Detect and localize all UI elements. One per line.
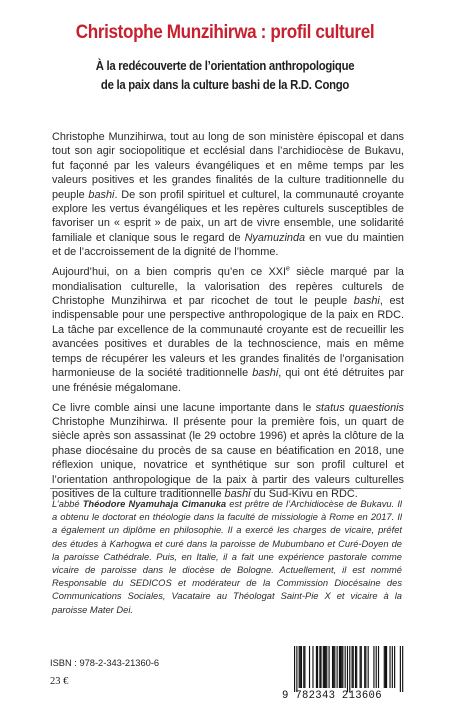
author-name: Théodore Nyamuhaja Cimanuka bbox=[82, 499, 227, 509]
barcode-bar bbox=[337, 646, 338, 688]
italic-term: bashi bbox=[252, 367, 279, 380]
barcode-bar bbox=[341, 646, 342, 688]
text-run: siècle marqué par la mondialisation culturelle, la valorisation des repères culturels de Christophe Munzihirwa et par ricochet de tout le peuple bbox=[52, 266, 404, 308]
barcode-bar bbox=[386, 646, 387, 688]
barcode-bar bbox=[339, 646, 340, 688]
text-run: Christophe Munzihirwa. Il présente pour la première fois, un quart de siècle après son assassinat (le 29 octobre 1996) et après la clôture de la phase diocésaine du procès de sa cause en béatification en 2018, une réflexion unique, novatrice et synthétique sur son profil culturel et l’orientation anthropologique de la paix à partir des valeurs culturelles positives de la culture traditionnelle bbox=[52, 415, 404, 500]
text-run: Christophe Munzihirwa, tout au long de son ministère épiscopal et dans tout son agir sociopolitique et ecclésial dans l’archidiocèse de Bukavu, fut façonné par les valeurs évangéliques et en même temps par les valeurs positives et les grandes finalités de la culture traditionnelle du peuple bbox=[52, 131, 404, 201]
barcode-bar bbox=[340, 646, 341, 688]
text-run: , est indispensable pour une perspective anthropologique de la paix en RDC. La tâche par excellence de la communauté croyante est de recueillir les avancées positives et durables de la technoscience, mais en même temps de récupérer les valeurs et les grandes finalités de l’organisation harmonieuse de la société traditionnelle bbox=[52, 295, 404, 380]
barcode-bar bbox=[376, 646, 377, 688]
barcode-bar bbox=[364, 646, 365, 688]
text-run: , qui ont été détruites par une frénésie mégalomane. bbox=[52, 367, 404, 394]
barcode-bar bbox=[301, 646, 302, 688]
barcode-bar bbox=[347, 646, 348, 692]
barcode-bar bbox=[378, 646, 379, 688]
barcode-bar bbox=[333, 646, 334, 688]
italic-term: bashi bbox=[88, 188, 115, 201]
barcode-bar bbox=[294, 646, 295, 692]
barcode-bar bbox=[320, 646, 321, 688]
barcode-bar bbox=[352, 646, 353, 688]
bio-prefix: L’abbé bbox=[52, 499, 83, 509]
description-paragraph-2 bbox=[52, 265, 404, 395]
barcode-bar bbox=[303, 646, 304, 688]
book-title: Christophe Munzihirwa : profil culturel bbox=[75, 22, 375, 43]
barcode-bar bbox=[325, 646, 326, 688]
barcode-bar bbox=[355, 646, 356, 688]
isbn-label: ISBN : 978-2-343-21360-6 bbox=[50, 658, 160, 668]
barcode-bar bbox=[368, 646, 369, 688]
barcode-bar bbox=[402, 646, 403, 692]
barcode-bar bbox=[312, 646, 313, 688]
barcode-digits: 9 782343 213606 bbox=[282, 690, 382, 702]
description-paragraph-1 bbox=[52, 130, 404, 260]
barcode-bar bbox=[349, 646, 350, 692]
barcode-bar bbox=[334, 646, 335, 688]
barcode-bar bbox=[323, 646, 324, 688]
section-divider bbox=[50, 488, 401, 489]
book-subtitle bbox=[23, 57, 428, 95]
italic-term: status quaestionis bbox=[315, 401, 404, 414]
text-run: en vue du maintien et de l’accroissement de la dignité de l’homme. bbox=[52, 231, 404, 259]
barcode-bar bbox=[389, 646, 390, 688]
barcode bbox=[282, 646, 408, 704]
barcode-bar bbox=[356, 646, 357, 688]
barcode-bar bbox=[392, 646, 393, 688]
barcode-bar bbox=[326, 646, 327, 688]
author-bio bbox=[52, 498, 402, 617]
barcode-bar bbox=[304, 646, 305, 688]
subtitle-line-2: de la paix dans la culture bashi de la R.D. Congo bbox=[100, 78, 350, 92]
barcode-bar bbox=[309, 646, 310, 688]
barcode-bar bbox=[319, 646, 320, 688]
barcode-bar bbox=[299, 646, 300, 688]
description-paragraph-3 bbox=[52, 401, 404, 502]
barcode-bar bbox=[400, 646, 401, 692]
barcode-bar bbox=[342, 646, 343, 688]
text-run: du Sud-Kivu en RDC. bbox=[250, 487, 358, 500]
text-run: Ce livre comble ainsi une lacune importante dans le bbox=[52, 401, 316, 414]
barcode-bar bbox=[324, 646, 325, 688]
barcode-bar bbox=[329, 646, 330, 688]
back-cover-description bbox=[52, 130, 404, 501]
barcode-bar bbox=[317, 646, 318, 688]
barcode-bar bbox=[316, 646, 317, 688]
subtitle-line-1: À la redécouverte de l’orientation anthropologique bbox=[95, 59, 355, 73]
text-run: Aujourd’hui, on a bien compris qu’en ce XXI bbox=[52, 266, 287, 279]
barcode-bar bbox=[345, 646, 346, 688]
century-superscript: e bbox=[286, 265, 290, 273]
price-label: 23 € bbox=[50, 676, 69, 687]
barcode-bar bbox=[296, 646, 297, 692]
barcode-bar bbox=[353, 646, 354, 688]
barcode-bar bbox=[394, 646, 395, 688]
italic-term: bashi bbox=[224, 487, 251, 500]
text-run: . De son profil spirituel et culturel, la communauté croyante explore les vertus évangéliques et les repères culturels susceptibles de favoriser un « esprit » de paix, un art de vivre ensemble, une solidarité familiale et clanique sous le regard de bbox=[52, 188, 404, 244]
barcode-bar bbox=[365, 646, 366, 688]
barcode-bar bbox=[360, 646, 361, 688]
bio-text: est prêtre de l’Archidiocèse de Bukavu. Il a obtenu le doctorat en théologie dans la faculté de missiologie à Rome en 2017. Il a également un diplôme en philosophie. Il a exercé les charges de vicaire, préfet des études à Karhogwa et curé dans la paroisse de Mubumbano et Curé-Doyen de la paroisse Cathédrale. Puis, en Italie, il a fait une expérience pastorale comme vicaire de paroisse dans le diocèse de Bologne. Actuellement, il est nommé Responsable du SEDICOS et modérateur de la Commission Diocésaine des Communications Sociales, Vacataire au Théologat Saint-Pie X et vicaire à la paroisse Mater Dei. bbox=[52, 499, 402, 615]
barcode-bar bbox=[373, 646, 374, 688]
barcode-bar bbox=[361, 646, 362, 688]
barcode-bar bbox=[385, 646, 386, 688]
barcode-bar bbox=[332, 646, 333, 688]
barcode-bars bbox=[282, 646, 408, 692]
barcode-bar bbox=[300, 646, 301, 688]
italic-term: Nyamuzinda bbox=[244, 231, 306, 244]
barcode-bar bbox=[384, 646, 385, 688]
italic-term: bashi bbox=[353, 295, 380, 308]
